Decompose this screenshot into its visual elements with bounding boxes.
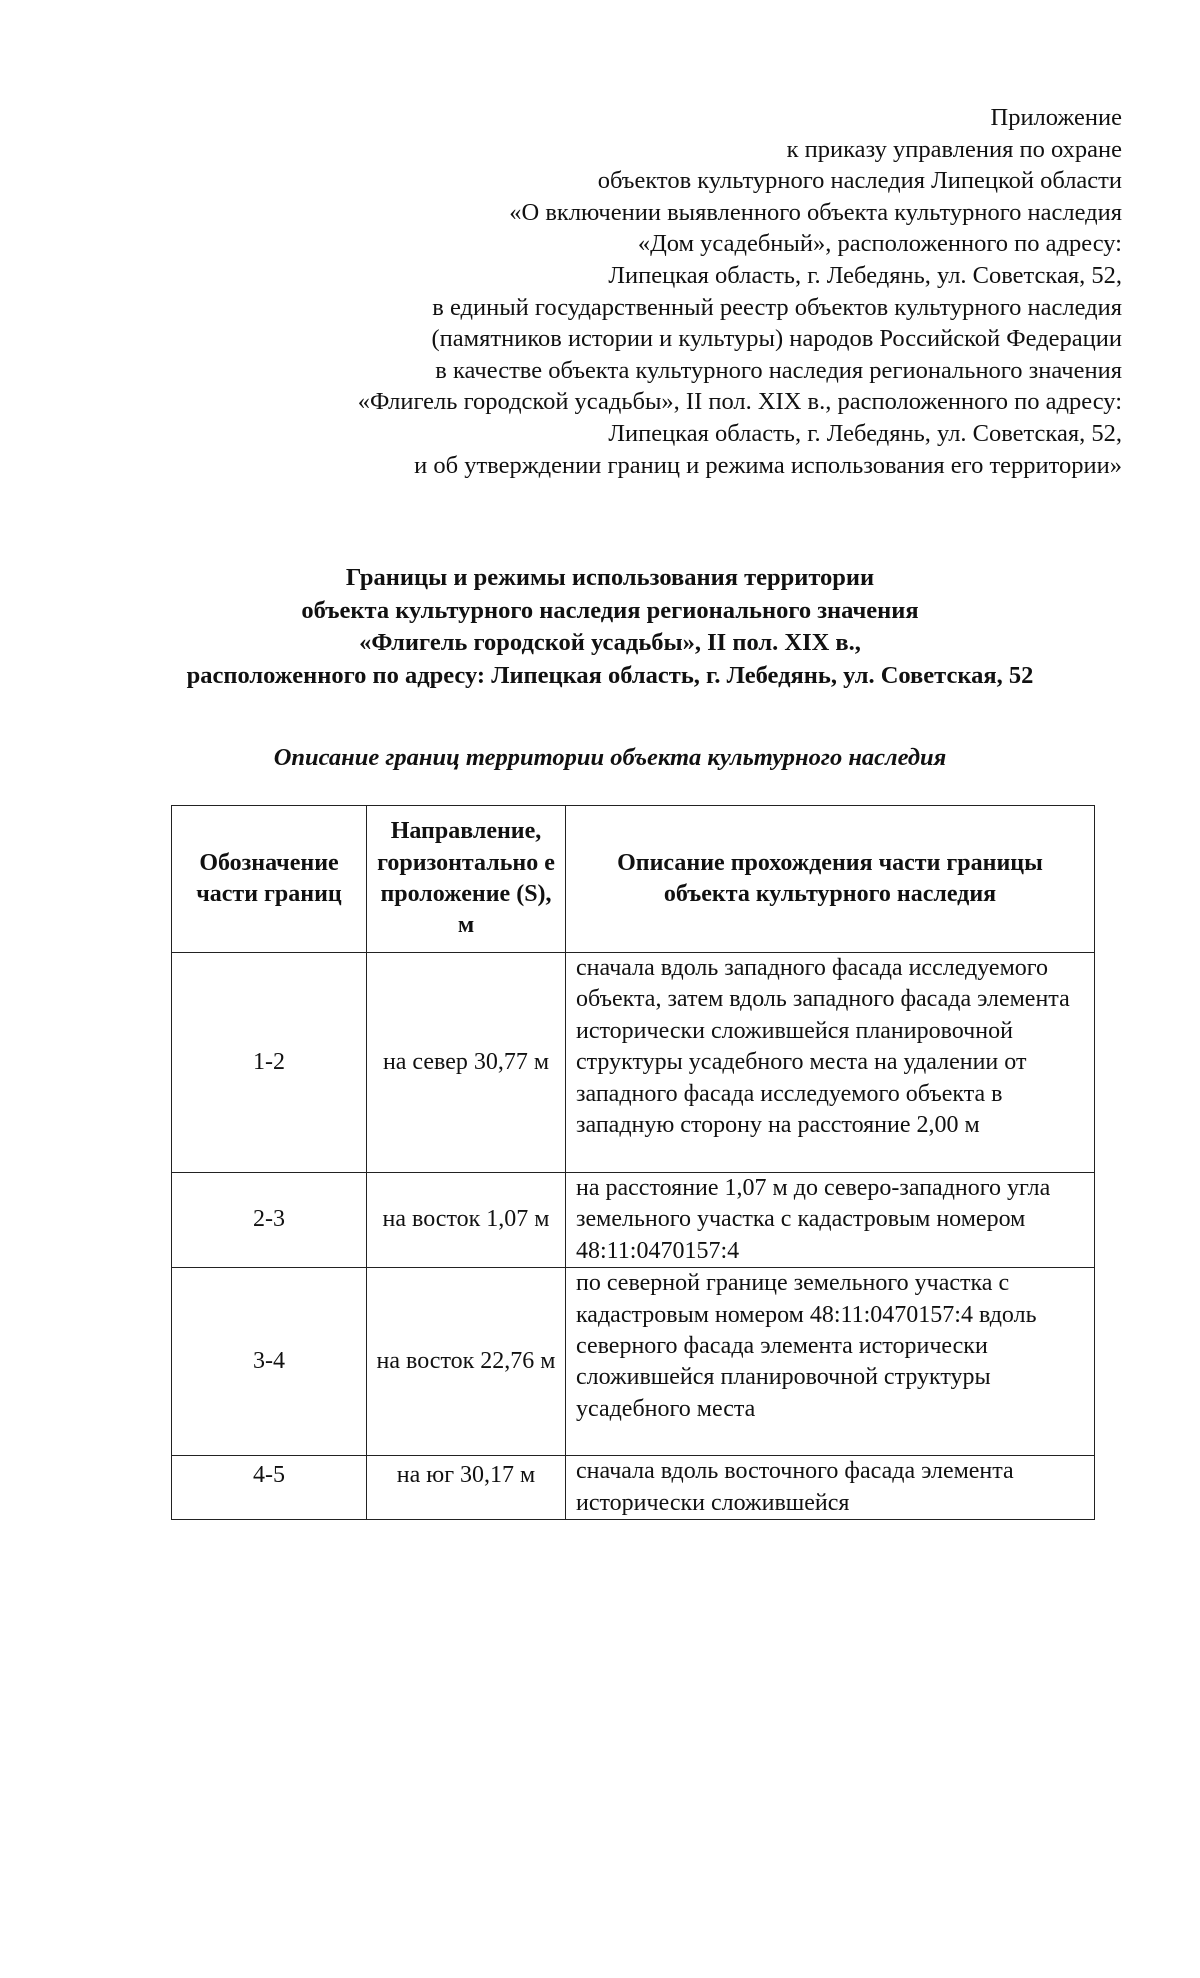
boundary-table — [171, 805, 1095, 1520]
title-line: расположенного по адресу: Липецкая область, г. Лебедянь, ул. Советская, 52 — [186, 661, 1034, 689]
appendix-header — [122, 102, 1122, 481]
cell-description: сначала вдоль восточного фасада элемента исторически сложившейся — [566, 1456, 1095, 1520]
cell-part: 4-5 — [172, 1456, 367, 1520]
appendix-line: «О включении выявленного объекта культурного наследия — [509, 198, 1122, 226]
appendix-line: в единый государственный реестр объектов культурного наследия — [432, 293, 1122, 321]
appendix-line: в качестве объекта культурного наследия регионального значения — [435, 356, 1122, 384]
appendix-line: к приказу управления по охране — [786, 135, 1122, 163]
cell-part: 1-2 — [172, 953, 367, 1173]
header-description: Описание прохождения части границы объекта культурного наследия — [566, 806, 1095, 953]
title-line: объекта культурного наследия регионального значения — [301, 596, 919, 624]
appendix-line: Липецкая область, г. Лебедянь, ул. Советская, 52, — [608, 419, 1122, 447]
appendix-line: Приложение — [990, 104, 1122, 131]
cell-part: 3-4 — [172, 1268, 367, 1456]
cell-description: сначала вдоль западного фасада исследуемого объекта, затем вдоль западного фасада элемента исторически сложившейся планировочной структуры усадебного места на удалении от западного фасада исследуемого объекта в западную сторону на расстояние 2,00 м — [566, 953, 1095, 1173]
header-part: Обозначение части границ — [172, 806, 367, 953]
title-line: Границы и режимы использования территории — [345, 564, 875, 591]
appendix-line: «Флигель городской усадьбы», II пол. XIX в., расположенного по адресу: — [357, 388, 1122, 416]
section-subtitle: Описание границ территории объекта культурного наследия — [273, 744, 947, 771]
cell-description: по северной границе земельного участка с кадастровым номером 48:11:0470157:4 вдоль северного фасада элемента исторически сложившейся планировочной структуры усадебного места — [566, 1268, 1095, 1456]
appendix-line: и об утверждении границ и режима использования его территории» — [414, 451, 1122, 479]
appendix-line: объектов культурного наследия Липецкой области — [597, 167, 1122, 195]
title-line: «Флигель городской усадьбы», II пол. XIX в., — [359, 629, 861, 656]
table-row — [172, 1456, 1095, 1520]
appendix-line: (памятников истории и культуры) народов Российской Федерации — [431, 325, 1122, 353]
table-header-row — [172, 806, 1095, 953]
appendix-line: «Дом усадебный», расположенного по адресу: — [637, 230, 1122, 258]
cell-direction: на юг 30,17 м — [367, 1456, 566, 1520]
cell-direction: на восток 22,76 м — [367, 1268, 566, 1456]
document-title — [120, 562, 1100, 692]
cell-part: 2-3 — [172, 1173, 367, 1268]
table-row — [172, 953, 1095, 1173]
cell-direction: на восток 1,07 м — [367, 1173, 566, 1268]
table-row — [172, 1268, 1095, 1456]
appendix-line: Липецкая область, г. Лебедянь, ул. Советская, 52, — [608, 261, 1122, 289]
header-direction: Направление, горизонтально е проложение (S), м — [367, 806, 566, 953]
cell-direction: на север 30,77 м — [367, 953, 566, 1173]
cell-description: на расстояние 1,07 м до северо-западного угла земельного участка с кадастровым номером 48:11:0470157:4 — [566, 1173, 1095, 1268]
table-row — [172, 1173, 1095, 1268]
